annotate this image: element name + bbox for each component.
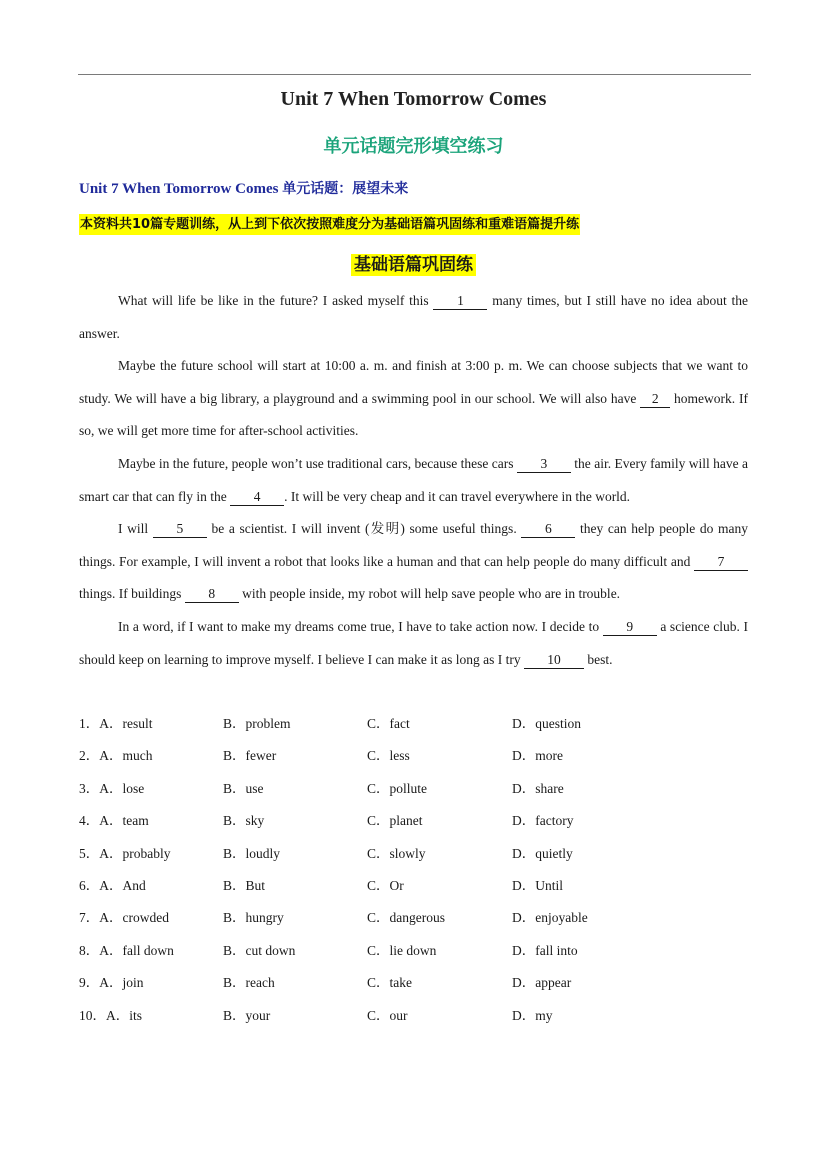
- blank-3: 3: [517, 455, 571, 473]
- blank-9: 9: [603, 618, 657, 636]
- option-d: D．appear: [512, 975, 572, 991]
- paragraph-2: Maybe the future school will start at 10:00 a. m. and finish at 3:00 p. m. We can choose subjects that we want to study. We will have a big library, a playground and a swimming pool in our school. We will also have 2 homework. If so, we will get more time for after-school activities.: [79, 358, 748, 439]
- blank-1: 1: [433, 292, 487, 310]
- option-a: 8．A．fall down: [79, 942, 174, 958]
- header-rule: [78, 74, 751, 75]
- blank-10: 10: [524, 651, 584, 669]
- option-c: C．take: [367, 975, 412, 991]
- option-d: D．question: [512, 716, 581, 731]
- paragraph-1: What will life be like in the future? I asked myself this 1 many times, but I still have no idea about the answer.: [79, 293, 748, 341]
- paragraph-3: Maybe in the future, people won’t use traditional cars, because these cars 3 the air. Every family will have a smart car that can fly in the 4 . It will be very cheap and it can travel everywhere in the world.: [79, 455, 749, 504]
- option-b: B．hungry: [223, 910, 284, 926]
- option-a: 7．A．crowded: [79, 910, 169, 926]
- option-d: D．quietly: [512, 845, 573, 861]
- option-a: 2．A．much: [79, 748, 153, 764]
- unit-topic-cn: 单元话题：展望未来: [282, 181, 409, 197]
- option-a: 6．A．And: [79, 877, 146, 893]
- option-a: 5．A．probably: [79, 845, 171, 861]
- option-row: [79, 740, 748, 772]
- unit-topic: [79, 178, 408, 198]
- option-b: B．your: [223, 1007, 271, 1023]
- option-row: [79, 1000, 748, 1032]
- option-d: D．factory: [512, 813, 574, 829]
- option-d: D．fall into: [512, 942, 578, 958]
- blank-4: 4: [230, 488, 284, 506]
- blank-7: 7: [694, 553, 748, 571]
- option-row: [79, 870, 748, 902]
- option-row: [79, 902, 748, 934]
- option-a: 4．A．team: [79, 813, 149, 829]
- option-row: [79, 838, 748, 870]
- option-b: B．cut down: [223, 942, 296, 958]
- option-c: C．planet: [367, 813, 423, 829]
- option-row: [79, 805, 748, 837]
- highlighted-note: 本资料共10篇专题训练，从上到下依次按照难度分为基础语篇巩固练和重难语篇提升练: [79, 214, 580, 235]
- option-b: B．But: [223, 877, 266, 893]
- option-d: D．my: [512, 1007, 553, 1023]
- option-b: B．fewer: [223, 748, 277, 764]
- option-row: [79, 773, 748, 805]
- option-b: B．reach: [223, 975, 275, 991]
- option-b: B．problem: [223, 716, 291, 731]
- blank-5: 5: [153, 520, 207, 538]
- option-c: C．lie down: [367, 942, 437, 958]
- option-row: [79, 935, 748, 967]
- option-a: 1．A．result: [79, 716, 153, 731]
- option-b: B．use: [223, 780, 264, 796]
- paragraph-4: I will 5 be a scientist. I will invent (发明) some useful things. 6 they can help people do many things. For example, I will invent a robot that looks like a human and that can help people do many difficult and 7 things. If buildings 8 with people inside, my robot will help save people who are in trouble.: [79, 521, 749, 602]
- option-d: D．more: [512, 748, 563, 764]
- option-c: C．slowly: [367, 845, 426, 861]
- option-a: 3．A．lose: [79, 780, 145, 796]
- page-title: Unit 7 When Tomorrow Comes: [280, 88, 547, 110]
- section-heading: [0, 250, 827, 275]
- option-c: C．pollute: [367, 780, 427, 796]
- paragraph-5: In a word, if I want to make my dreams come true, I have to take action now. I decide to 9 a science club. I should keep on learning to improve myself. I believe I can make it as long as I try 10 best.: [79, 618, 748, 667]
- unit-topic-en: Unit 7 When Tomorrow Comes: [79, 181, 283, 197]
- page-subtitle: 单元话题完形填空练习: [323, 136, 504, 157]
- option-d: D．enjoyable: [512, 910, 588, 926]
- option-c: C．our: [367, 1007, 408, 1023]
- option-a: 9．A．join: [79, 975, 144, 991]
- blank-6: 6: [521, 520, 575, 538]
- blank-8: 8: [185, 585, 239, 603]
- option-row: [79, 967, 748, 999]
- cloze-passage: [79, 285, 748, 676]
- option-b: B．sky: [223, 813, 265, 829]
- option-b: B．loudly: [223, 845, 281, 861]
- option-c: C．dangerous: [367, 910, 445, 926]
- option-a: 10．A．its: [79, 1007, 143, 1023]
- option-c: C．Or: [367, 877, 404, 893]
- option-c: C．fact: [367, 716, 410, 731]
- option-d: D．share: [512, 780, 564, 796]
- section-heading-text: 基础语篇巩固练: [351, 254, 476, 276]
- option-c: C．less: [367, 748, 410, 764]
- blank-2: 2: [640, 390, 670, 408]
- answer-options: [79, 708, 748, 1032]
- option-d: D．Until: [512, 877, 564, 893]
- option-row: [79, 708, 748, 740]
